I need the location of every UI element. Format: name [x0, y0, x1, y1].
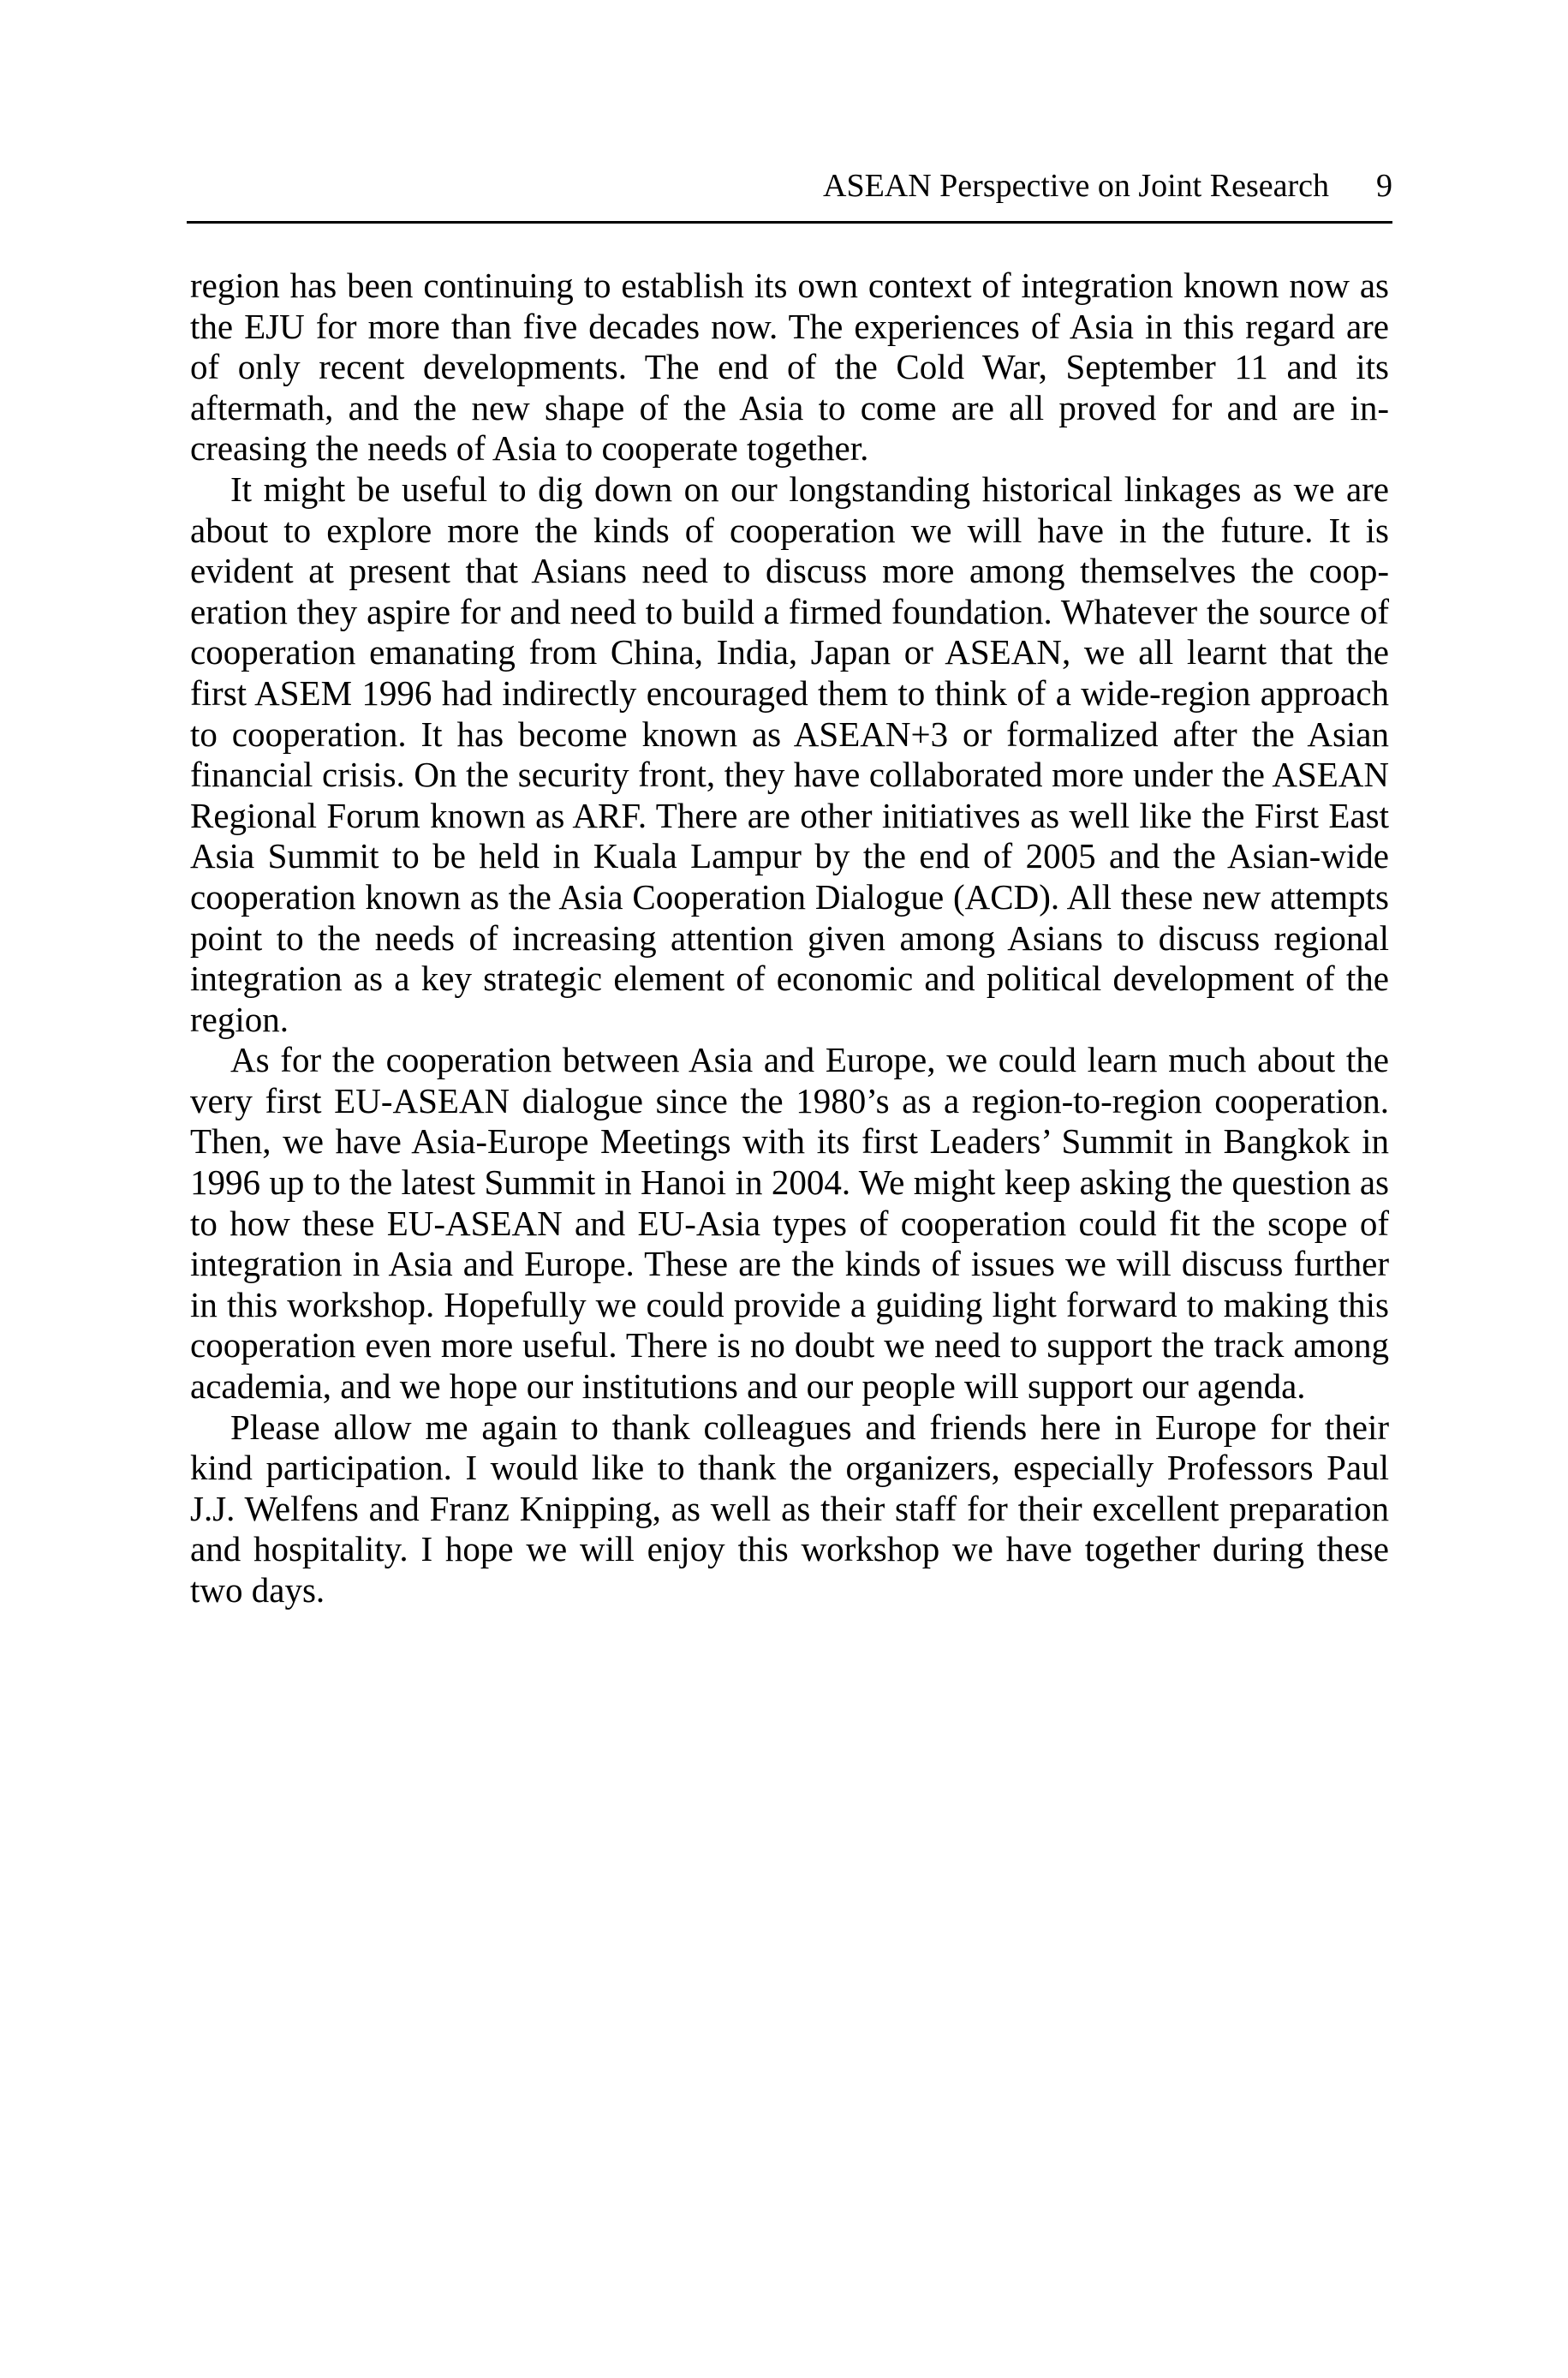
paragraph-acknowledgements: Please allow me again to thank colleagues and friends here in Europe for their kind participation. I would like to thank the organizers, especially Professors Paul J.J. Welfens and Franz Knipping, as well as their staff for their excellent preparation and hospitality. I hope we will enjoy this workshop we have together during these two days. [190, 1407, 1389, 1610]
paragraph-asia-europe-cooperation: As for the cooperation between Asia and Europe, we could learn much about the very first EU-ASEAN dialogue since the 1980’s as a region-to-region cooperation. Then, we have Asia-Europe Meetings with its first Leaders’ Summit in Bangkok in 1996 up to the latest Summit in Hanoi in 2004. We might keep asking the question as to how these EU-ASEAN and EU-Asia types of cooperation could fit the scope of integration in Asia and Europe. These are the kinds of issues we will discuss further in this workshop. Hopefully we could provide a guiding light forward to making this cooperation even more useful. There is no doubt we need to support the track among academia, and we hope our institutions and our people will support our agenda. [190, 1040, 1389, 1407]
paragraph-continuation: region has been continuing to establish its own context of integration known now as the EJU for more than five decades now. The experiences of Asia in this regard are of only recent developments. The end of the Cold War, September 11 and its aftermath, and the new shape of the Asia to come are all proved for and are increasing the needs of Asia to cooperate together. [190, 266, 1389, 469]
header-rule [187, 221, 1392, 224]
body-text [190, 266, 1389, 1611]
page-number: 9 [1376, 168, 1392, 204]
running-head [187, 164, 1392, 207]
running-title: ASEAN Perspective on Joint Research [823, 168, 1329, 204]
paragraph-historical-linkages: It might be useful to dig down on our longstanding historical linkages as we are about to explore more the kinds of cooperation we will have in the future. It is evident at present that Asians need to discuss more among themselves the cooperation they aspire for and need to build a firmed foundation. Whatever the source of cooperation emanating from China, India, Japan or ASEAN, we all learnt that the first ASEM 1996 had indirectly encouraged them to think of a wide-region approach to cooperation. It has become known as ASEAN+3 or formalized after the Asian financial crisis. On the security front, they have collaborated more under the ASEAN Regional Forum known as ARF. There are other initiatives as well like the First East Asia Summit to be held in Kuala Lampur by the end of 2005 and the Asian-wide cooperation known as the Asia Cooperation Dialogue (ACD). All these new attempts point to the needs of increasing attention given among Asians to discuss regional integration as a key strategic element of economic and political development of the region. [190, 469, 1389, 1039]
